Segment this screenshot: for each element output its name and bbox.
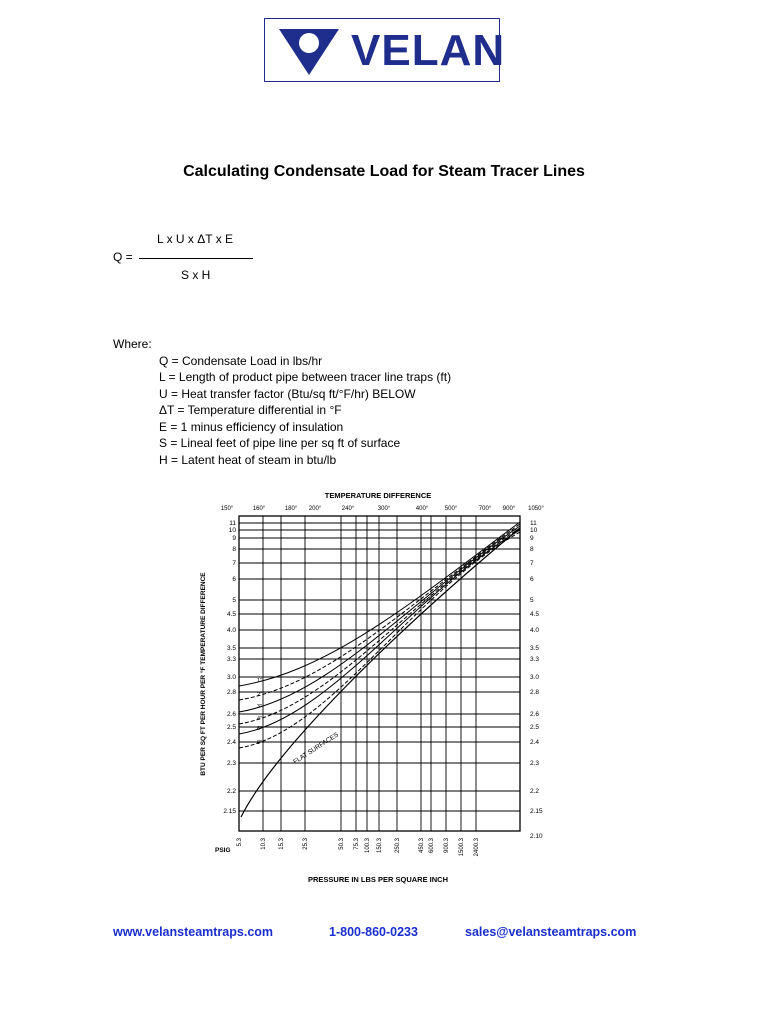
y-tick-label: 8 xyxy=(232,546,236,553)
formula xyxy=(113,232,413,292)
right-y-tick-label: 3.0 xyxy=(530,674,540,681)
right-y-tick-label: 5 xyxy=(530,597,534,604)
y-tick-label: 5 xyxy=(232,597,236,604)
top-tick-label: 300° xyxy=(377,506,391,512)
x-tick-label: 5.3 xyxy=(237,838,243,847)
y-tick-label: 3.3 xyxy=(226,656,236,663)
email-link[interactable]: sales@velansteamtraps.com xyxy=(465,925,637,939)
x-prefix-label: PSIG xyxy=(215,847,231,854)
top-tick-label: 160° xyxy=(252,506,266,512)
x-tick-label: 25.3 xyxy=(303,838,309,850)
y-tick-label: 2.6 xyxy=(226,711,236,718)
flat-surfaces-annotation: FLAT SURFACES xyxy=(292,731,340,766)
chart-svg xyxy=(193,486,555,886)
y-tick-label: 4.5 xyxy=(226,611,236,618)
website-link[interactable]: www.velansteamtraps.com xyxy=(113,925,274,939)
right-y-tick-label: 7 xyxy=(530,560,534,567)
right-y-tick-label: 8 xyxy=(530,546,534,553)
top-tick-label: 500° xyxy=(444,506,458,512)
x-tick-label: 1500.3 xyxy=(459,838,465,857)
definition-u: U = Heat transfer factor (Btu/sq ft/°F/hr) BELOW xyxy=(159,386,416,401)
right-y-tick-label: 4.0 xyxy=(530,627,540,634)
y-tick-label: 6 xyxy=(232,576,236,583)
x-tick-label: 450.3 xyxy=(419,838,425,854)
x-tick-label: 250.3 xyxy=(395,838,401,854)
right-y-tick-label: 6 xyxy=(530,576,534,583)
formula-denominator: S x H xyxy=(181,268,211,282)
x-tick-label: 100.3 xyxy=(365,838,371,854)
y-tick-label: 2.4 xyxy=(226,739,236,746)
top-tick-label: 150° xyxy=(220,506,234,512)
y-tick-label: 3.0 xyxy=(226,674,236,681)
y-tick-label: 2.2 xyxy=(226,788,236,795)
right-y-tick-label: 9 xyxy=(530,535,534,542)
definition-l: L = Length of product pipe between tracer line traps (ft) xyxy=(159,370,452,384)
x-tick-label: 10.3 xyxy=(261,838,267,850)
y-tick-label: 9 xyxy=(232,535,236,542)
y-tick-label: 2.5 xyxy=(226,724,236,731)
right-y-tick-label: 2.2 xyxy=(530,788,540,795)
right-y-tick-label: 10 xyxy=(530,527,538,534)
x-tick-label: 600.3 xyxy=(429,838,435,854)
right-y-tick-label: 2.15 xyxy=(530,808,543,815)
definition-h: H = Latent heat of steam in btu/lb xyxy=(159,452,337,467)
condensate-chart xyxy=(193,486,555,886)
curve-label: 1" xyxy=(257,678,263,684)
right-y-tick-label: 3.5 xyxy=(530,645,540,652)
right-y-tick-label: 2.6 xyxy=(530,711,540,718)
right-y-tick-label: 2.8 xyxy=(530,689,540,696)
top-tick-label: 1050° xyxy=(528,506,544,512)
x-tick-label: 2400.3 xyxy=(474,838,480,857)
formula-numerator: L x U x ΔT x E xyxy=(157,232,234,246)
y-tick-label: 7 xyxy=(232,560,236,567)
fraction-line xyxy=(139,258,253,259)
right-y-tick-label: 11 xyxy=(530,520,537,527)
phone-link[interactable]: 1-800-860-0233 xyxy=(329,925,418,939)
curve-label: 2" xyxy=(257,692,263,698)
curve-label: 8" xyxy=(257,740,263,746)
curve-label: 4" xyxy=(257,716,263,722)
x-tick-label: 15.3 xyxy=(279,838,285,850)
top-tick-label: 180° xyxy=(284,506,298,512)
definition-q: Q = Condensate Load in lbs/hr xyxy=(159,353,323,368)
velan-logo xyxy=(264,18,506,82)
y-tick-label: 2.8 xyxy=(226,689,236,696)
top-tick-label: 700° xyxy=(478,506,492,512)
definitions-block xyxy=(113,336,451,468)
y-tick-label: 2.3 xyxy=(226,760,236,767)
right-y-tick-label: 3.3 xyxy=(530,656,540,663)
y-tick-label: 4.0 xyxy=(226,627,236,634)
top-tick-label: 200° xyxy=(308,506,322,512)
right-y-tick-label: 2.3 xyxy=(530,760,540,767)
top-tick-label: 240° xyxy=(341,506,355,512)
x-axis-label: PRESSURE IN LBS PER SQUARE INCH xyxy=(307,875,449,884)
right-y-tick-label: 2.10 xyxy=(530,833,543,840)
definition-s: S = Lineal feet of pipe line per sq ft of surface xyxy=(159,436,401,450)
y-tick-label: 2.15 xyxy=(223,808,236,815)
formula-lhs: Q = xyxy=(113,250,133,264)
top-tick-label: 400° xyxy=(415,506,429,512)
definition-e: E = 1 minus efficiency of insulation xyxy=(159,419,344,434)
x-tick-label: 900.3 xyxy=(444,838,450,854)
y-tick-label: 10 xyxy=(228,527,236,534)
flat-surfaces-curve xyxy=(241,528,520,817)
chart-title: TEMPERATURE DIFFERENCE xyxy=(324,491,432,500)
y-tick-label: 11 xyxy=(229,520,236,527)
curve-label: 6" xyxy=(257,726,263,732)
logo-text: VELAN xyxy=(351,26,506,75)
right-y-tick-label: 2.5 xyxy=(530,724,540,731)
y-tick-label: 3.5 xyxy=(226,645,236,652)
velan-logo-mark-icon xyxy=(273,25,345,77)
curve-label: 3" xyxy=(257,704,263,710)
x-tick-label: 75.3 xyxy=(354,838,360,850)
right-y-tick-label: 2.4 xyxy=(530,739,540,746)
y-axis-label: BTU PER SQ FT PER HOUR PER °F TEMPERATURE DIFFERENCE xyxy=(200,572,207,776)
definition-delta-t: ΔT = Temperature differential in °F xyxy=(159,403,342,417)
top-tick-label: 900° xyxy=(502,506,516,512)
page-title: Calculating Condensate Load for Steam Tracer Lines xyxy=(183,163,585,180)
where-heading: Where: xyxy=(113,337,152,351)
right-y-tick-label: 4.5 xyxy=(530,611,540,618)
x-tick-label: 150.3 xyxy=(377,838,383,854)
x-tick-label: 50.3 xyxy=(339,838,345,850)
